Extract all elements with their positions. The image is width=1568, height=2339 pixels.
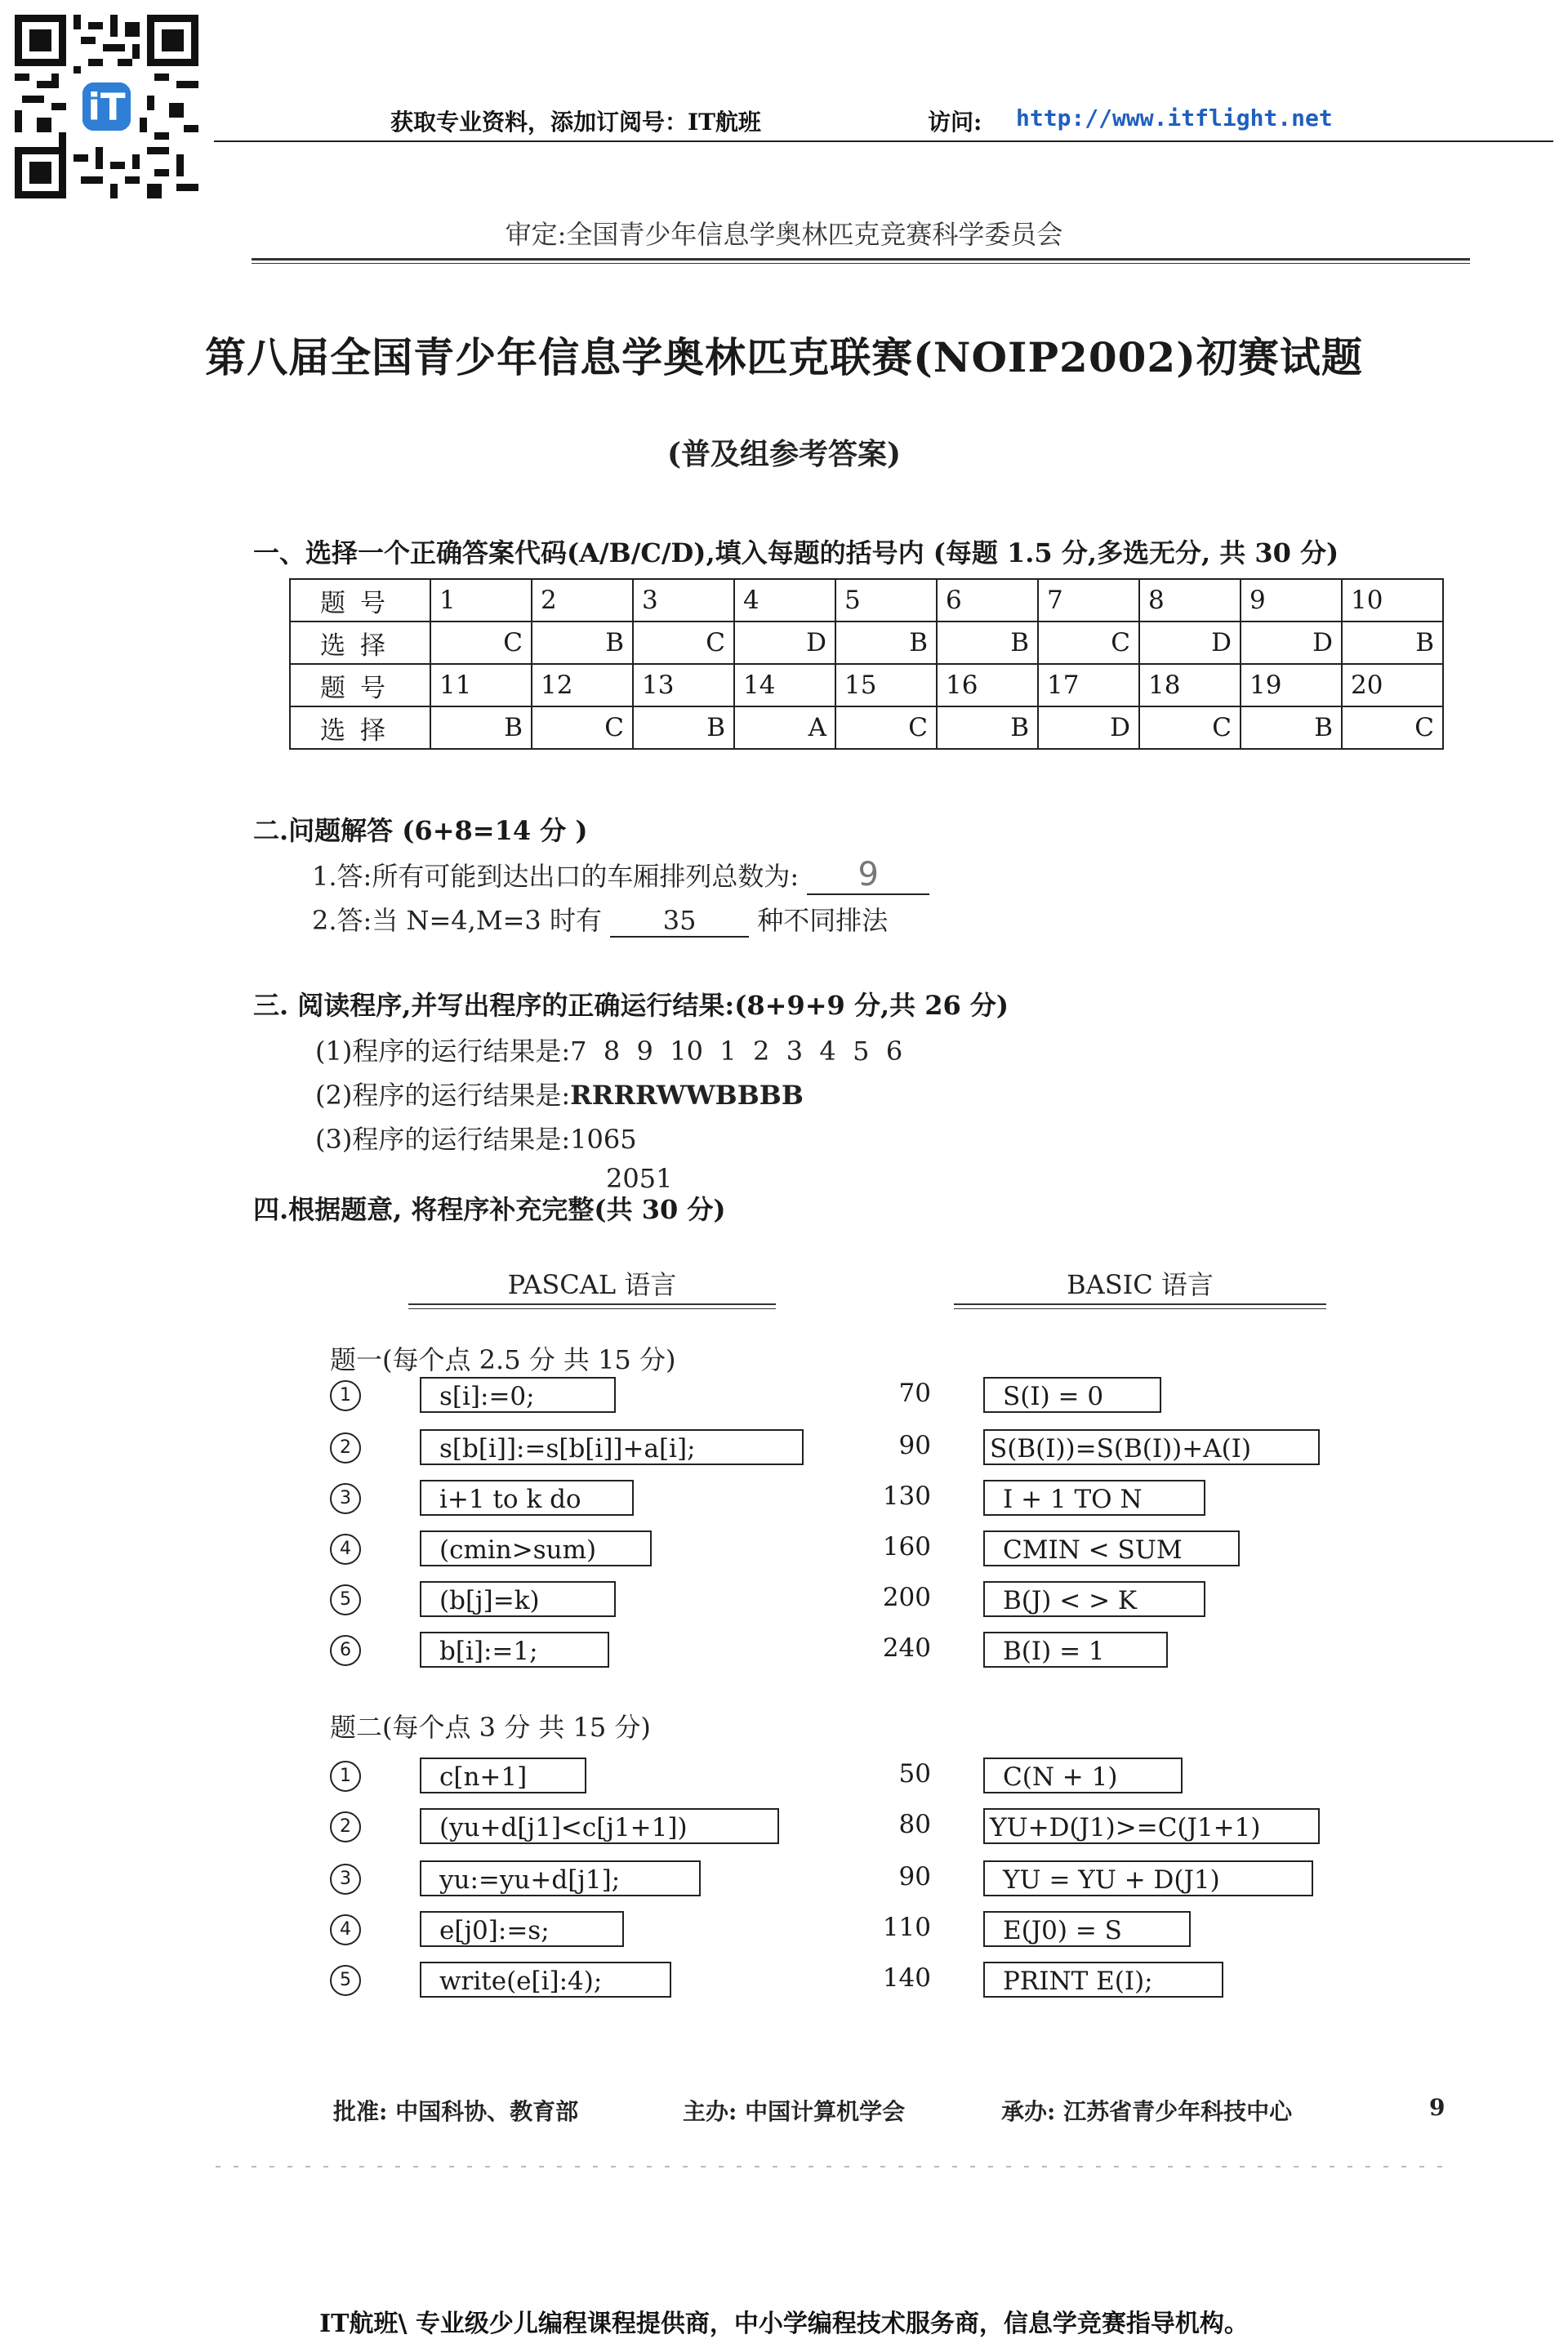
table-cell: 3 [633, 579, 734, 622]
result3-value-2: 2051 [606, 1163, 673, 1194]
table-label: 题号 [290, 664, 430, 706]
section2-q2 [312, 900, 888, 938]
marker-circle: 1 [330, 1761, 361, 1792]
basic-line-number: 90 [898, 1862, 931, 1891]
marker-circle: 3 [330, 1483, 361, 1514]
table-cell: 4 [734, 579, 835, 622]
table-cell: C [1139, 706, 1241, 749]
pascal-header-rule-thin [408, 1308, 776, 1309]
page-subtitle: (普及组参考答案) [666, 437, 902, 471]
table-cell: B [1342, 622, 1443, 664]
table-cell: 15 [835, 664, 937, 706]
basic-answer-box: YU = YU + D(J1) [983, 1860, 1313, 1896]
basic-line-number: 80 [898, 1810, 931, 1839]
review-rule-thin [252, 263, 1470, 264]
table-cell: 12 [532, 664, 633, 706]
problem1-title: 题一(每个点 2.5 分 共 15 分) [330, 1344, 676, 1375]
table-cell: C [633, 622, 734, 664]
table-label: 选择 [290, 706, 430, 749]
basic-line-number: 160 [882, 1532, 931, 1562]
review-rule [252, 258, 1470, 261]
marker-circle: 2 [330, 1811, 361, 1842]
result1-value: 7 8 9 10 1 2 3 4 5 6 [570, 1036, 903, 1067]
basic-line-number: 50 [898, 1759, 931, 1789]
basic-answer-box: PRINT E(I); [983, 1962, 1223, 1998]
table-cell: C [430, 622, 532, 664]
section3-heading: 三. 阅读程序,并写出程序的正确运行结果:(8+9+9 分,共 26 分) [253, 990, 1009, 1021]
table-cell: D [734, 622, 835, 664]
marker-circle: 5 [330, 1965, 361, 1996]
section2-q2-answer: 35 [610, 905, 749, 938]
table-cell: 11 [430, 664, 532, 706]
marker-circle: 4 [330, 1534, 361, 1565]
pascal-answer-box: s[b[i]]:=s[b[i]]+a[i]; [420, 1429, 804, 1465]
table-cell: D [1038, 706, 1139, 749]
pascal-answer-box: e[j0]:=s; [420, 1911, 624, 1947]
basic-column-header: BASIC 语言 [1067, 1269, 1214, 1300]
table-cell: B [835, 622, 937, 664]
table-row [290, 706, 1443, 749]
footer-organizer: 承办: 江苏省青少年科技中心 [1001, 2098, 1293, 2125]
pascal-answer-box: c[n+1] [420, 1758, 586, 1793]
bottom-banner: IT航班\ 专业级少儿编程课程提供商，中小学编程技术服务商，信息学竞赛指导机构。 [319, 2310, 1249, 2338]
section3-result3 [315, 1119, 637, 1156]
table-cell: 1 [430, 579, 532, 622]
table-cell: C [1342, 706, 1443, 749]
table-cell: 20 [1342, 664, 1443, 706]
pascal-answer-box: b[i]:=1; [420, 1632, 609, 1668]
basic-line-number: 70 [898, 1379, 931, 1408]
table-cell: 2 [532, 579, 633, 622]
page-number: 9 [1429, 2094, 1446, 2121]
pascal-header-rule [408, 1303, 776, 1305]
footer-host: 主办: 中国计算机学会 [683, 2098, 906, 2125]
section2-q1-text: 1.答:所有可能到达出口的车厢排列总数为: [312, 861, 800, 892]
result3-label: (3)程序的运行结果是: [315, 1124, 571, 1155]
basic-answer-box: E(J0) = S [983, 1911, 1191, 1947]
table-cell: 14 [734, 664, 835, 706]
table-cell: 6 [937, 579, 1038, 622]
basic-header-rule-thin [954, 1308, 1326, 1309]
basic-answer-box: CMIN < SUM [983, 1530, 1240, 1566]
result2-value: RRRRWWBBBB [570, 1080, 804, 1111]
table-label: 选择 [290, 622, 430, 664]
marker-circle: 5 [330, 1584, 361, 1615]
header-visit-label: 访问: [928, 109, 982, 136]
table-cell: 16 [937, 664, 1038, 706]
table-cell: B [532, 622, 633, 664]
section4-heading: 四.根据题意, 将程序补充完整(共 30 分) [253, 1194, 726, 1225]
basic-line-number: 140 [882, 1963, 931, 1993]
table-cell: B [937, 622, 1038, 664]
marker-circle: 1 [330, 1380, 361, 1411]
review-line: 审定:全国青少年信息学奥林匹克竞赛科学委员会 [505, 219, 1063, 250]
answer-table [289, 578, 1444, 750]
marker-circle: 4 [330, 1914, 361, 1945]
table-cell: 13 [633, 664, 734, 706]
basic-line-number: 200 [882, 1583, 931, 1612]
basic-line-number: 130 [882, 1481, 931, 1511]
table-label: 题号 [290, 579, 430, 622]
pascal-answer-box: i+1 to k do [420, 1480, 634, 1516]
qr-code [15, 15, 198, 198]
section3-result2 [315, 1075, 804, 1112]
pascal-answer-box: (cmin>sum) [420, 1530, 652, 1566]
table-cell: 18 [1139, 664, 1241, 706]
svg-text:iT: iT [87, 85, 126, 129]
marker-circle: 2 [330, 1432, 361, 1464]
table-cell: C [835, 706, 937, 749]
section2-q1-answer: 9 [807, 856, 929, 895]
table-cell: 9 [1241, 579, 1342, 622]
result3-value: 1065 [570, 1124, 637, 1155]
table-cell: 7 [1038, 579, 1139, 622]
table-cell: B [430, 706, 532, 749]
section2-q1 [312, 856, 929, 895]
result1-label: (1)程序的运行结果是: [315, 1036, 571, 1067]
header-divider [214, 140, 1553, 142]
table-cell: D [1139, 622, 1241, 664]
basic-line-number: 110 [882, 1913, 931, 1942]
basic-answer-box: YU+D(J1)>=C(J1+1) [983, 1808, 1320, 1844]
basic-header-rule [954, 1303, 1326, 1305]
problem2-title: 题二(每个点 3 分 共 15 分) [330, 1712, 651, 1743]
page-title: 第八届全国青少年信息学奥林匹克联赛(NOIP2002)初赛试题 [205, 333, 1363, 381]
header-url-link[interactable]: http://www.itflight.net [1016, 105, 1333, 131]
section1-heading: 一、选择一个正确答案代码(A/B/C/D),填入每题的括号内 (每题 1.5 分,多选无分, 共 30 分) [253, 537, 1339, 568]
basic-line-number: 90 [898, 1431, 931, 1460]
basic-answer-box: S(I) = 0 [983, 1377, 1161, 1413]
basic-answer-box: S(B(I))=S(B(I))+A(I) [983, 1429, 1320, 1465]
footer-scan-dots [216, 2166, 1454, 2167]
table-cell: B [937, 706, 1038, 749]
pascal-answer-box: yu:=yu+d[j1]; [420, 1860, 701, 1896]
basic-answer-box: I + 1 TO N [983, 1480, 1205, 1516]
section2-heading: 二.问题解答 (6+8=14 分 ) [253, 815, 588, 846]
table-cell: C [532, 706, 633, 749]
footer-approve: 批准: 中国科协、教育部 [333, 2098, 579, 2125]
table-row [290, 622, 1443, 664]
basic-line-number: 240 [882, 1633, 931, 1663]
result2-label: (2)程序的运行结果是: [315, 1080, 571, 1111]
table-cell: 8 [1139, 579, 1241, 622]
basic-answer-box: B(J) < > K [983, 1581, 1205, 1617]
section2-q2-prefix: 2.答:当 N=4,M=3 时有 [312, 905, 602, 936]
table-cell: B [1241, 706, 1342, 749]
table-cell: A [734, 706, 835, 749]
table-cell: D [1241, 622, 1342, 664]
basic-answer-box: C(N + 1) [983, 1758, 1183, 1793]
basic-answer-box: B(I) = 1 [983, 1632, 1168, 1668]
pascal-answer-box: (b[j]=k) [420, 1581, 616, 1617]
table-cell: C [1038, 622, 1139, 664]
table-cell: 5 [835, 579, 937, 622]
table-cell: 19 [1241, 664, 1342, 706]
pascal-answer-box: s[i]:=0; [420, 1377, 616, 1413]
marker-circle: 3 [330, 1864, 361, 1895]
pascal-column-header: PASCAL 语言 [507, 1269, 677, 1300]
pascal-answer-box: write(e[i]:4); [420, 1962, 671, 1998]
table-cell: 17 [1038, 664, 1139, 706]
section2-q2-suffix: 种不同排法 [757, 905, 889, 936]
table-row [290, 579, 1443, 622]
pascal-answer-box: (yu+d[j1]<c[j1+1]) [420, 1808, 779, 1844]
table-cell: 10 [1342, 579, 1443, 622]
section3-result1 [315, 1031, 902, 1068]
table-cell: B [633, 706, 734, 749]
header-promo: 获取专业资料，添加订阅号：IT航班 [390, 109, 761, 136]
marker-circle: 6 [330, 1635, 361, 1666]
table-row [290, 664, 1443, 706]
